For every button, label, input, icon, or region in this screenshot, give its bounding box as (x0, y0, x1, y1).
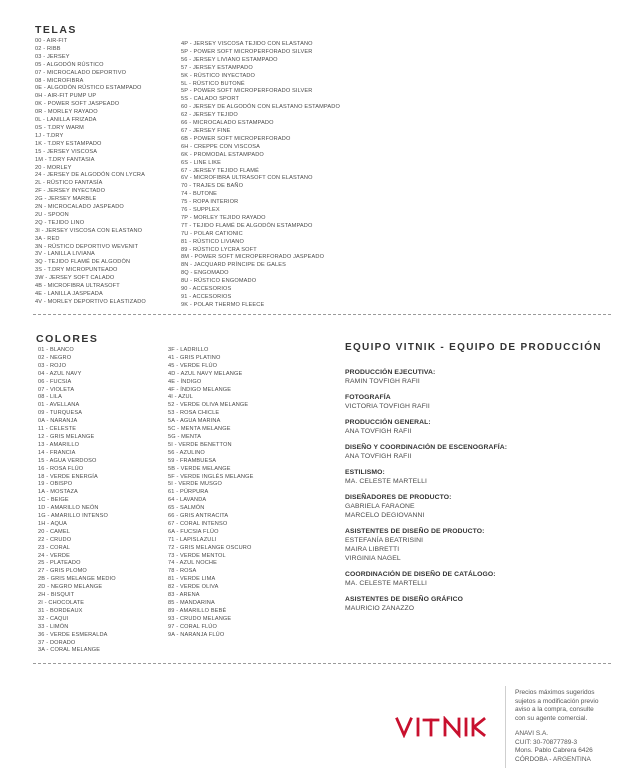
color-item: 06 - FUCSIA (38, 378, 72, 385)
color-item: 4E - ÍNDIGO (168, 378, 202, 385)
color-item: 03 - ROJO (38, 362, 67, 369)
credit-name: MAURICIO ZANAZZO (345, 605, 415, 612)
fabric-item: 3I - JERSEY VISCOSA CON ELASTANO (35, 227, 143, 234)
color-item: 4I - AZUL (168, 394, 193, 401)
color-item: 72 - GRIS MELANGE OSCURO (168, 544, 252, 551)
color-item: 65 - SALMÓN (168, 505, 205, 512)
fabric-item: 60 - JERSEY DE ALGODÓN CON ELASTANO ESTAMPADO (181, 104, 340, 111)
section-divider-bottom (33, 663, 611, 664)
credit-name: GABRIELA FARAONE (345, 503, 415, 510)
color-item: 5B - VERDE MELANGE (168, 465, 231, 472)
color-item: 6A - FUCSIA FLÚO (168, 528, 219, 535)
fabric-item: 6V - MICROFIBRA ULTRASOFT CON ELASTANO (181, 175, 313, 182)
color-item: 19 - OBISPO (38, 481, 73, 488)
credit-name: MARCELO DEGIOVANNI (345, 512, 425, 519)
fabric-item: 03 - JERSEY (35, 53, 70, 60)
color-item: 5C - MENTA MELANGE (168, 426, 231, 433)
telas-title: TELAS (35, 24, 77, 36)
credit-group (345, 443, 615, 461)
color-item: 53 - ROSA CHICLE (168, 410, 220, 417)
fabric-item: 90 - ACCESORIOS (181, 286, 232, 293)
fabric-item: 3V - LANILLA LIVIANA (35, 251, 95, 258)
fabric-item: 15 - JERSEY VISCOSA (35, 148, 98, 155)
fabric-item: 5P - POWER SOFT MICROPERFORADO SILVER (181, 48, 313, 55)
fabric-item: 1K - T.DRY ESTAMPADO (35, 140, 102, 147)
fabric-item: 3A - RED (35, 235, 60, 242)
credit-role: DISEÑO Y COORDINACIÓN DE ESCENOGRAFÍA: (345, 444, 508, 451)
fabric-item: 7T - TEJIDO FLAMÉ DE ALGODÓN ESTAMPADO (181, 222, 313, 229)
fabric-item: 8N - JACQUARD PRÍNCIPE DE GALES (181, 262, 287, 269)
color-item: 73 - VERDE MENTOL (168, 552, 226, 559)
color-item: 2I - CHOCOLATE (38, 600, 85, 606)
fabric-item: 02 - RIBB (35, 45, 61, 52)
color-item: 12 - GRIS MELANGE (38, 433, 95, 440)
colores-title: COLORES (36, 333, 99, 345)
color-item: 11 - CELESTE (38, 426, 77, 433)
color-item: 82 - VERDE OLIVA (168, 584, 219, 591)
credit-group (345, 418, 615, 436)
color-item: 5G - MENTA (168, 433, 202, 440)
credit-name: VICTORIA TOVFIGH RAFII (345, 403, 430, 410)
color-item: 24 - VERDE (38, 552, 70, 559)
fabric-item: 3S - T.DRY MICROPUNTEADO (35, 267, 118, 274)
fabric-item: 2Q - TEJIDO LINO (35, 219, 85, 226)
vitnik-logo (395, 716, 487, 743)
color-item: 56 - AZULINO (168, 449, 205, 456)
color-item: 01 - BLANCO (38, 347, 74, 353)
color-item: 3F - LADRILLO (168, 347, 209, 353)
credit-group (345, 493, 615, 520)
color-item: 1H - AQUA (38, 520, 68, 527)
color-item: 1G - AMARILLO INTENSO (38, 513, 108, 520)
fabric-item: 8U - RÚSTICO ENGOMADO (181, 278, 257, 285)
color-item: 52 - VERDE OLIVA MELANGE (168, 402, 249, 409)
credit-group (345, 570, 615, 588)
fabric-item: 67 - JERSEY TEJIDO FLAMÉ (181, 167, 259, 174)
color-item: 41 - GRIS PLATINO (168, 354, 221, 361)
color-item: 01 - AVELLANA (38, 402, 80, 409)
color-item: 02 - NEGRO (38, 354, 72, 361)
credit-group (345, 393, 615, 411)
fabric-item: 3N - RÚSTICO DEPORTIVO WEVENIT (35, 243, 139, 250)
color-item: 3A - CORAL MELANGE (38, 647, 101, 654)
color-item: 13 - AMARILLO (38, 441, 80, 448)
color-item: 78 - ROSA (168, 568, 197, 575)
telas-list-right (181, 41, 340, 310)
credit-role: ASISTENTES DE DISEÑO GRÁFICO (345, 596, 463, 603)
credit-name: ESTEFANÍA BEATRISINI (345, 537, 424, 544)
color-item: 64 - LAVANDA (168, 497, 207, 504)
color-item: 9A - NARANJA FLÚO (168, 631, 225, 638)
fabric-item: 6K - PROMODAL ESTAMPADO (181, 151, 264, 158)
color-item: 2B - GRIS MELANGE MEDIO (38, 576, 116, 583)
color-item: 20 - CAMEL (38, 528, 70, 535)
fabric-item: 91 - ACCESORIOS (181, 294, 232, 300)
credit-role: PRODUCCIÓN EJECUTIVA: (345, 369, 436, 376)
color-item: 5I - VERDE BENETTON (168, 441, 232, 448)
fabric-item: 07 - MICROCALADO DEPORTIVO (35, 69, 127, 76)
credit-name: VIRGINIA NAGEL (345, 555, 401, 562)
fabric-item: 5K - RÚSTICO INYECTADO (181, 72, 256, 79)
fabric-item: 2L - RÚSTICO FANTASÍA (35, 180, 103, 187)
fabric-item: 7P - MORLEY TEJIDO RAYADO (181, 214, 266, 221)
fabric-item: 76 - SUPPLEX (181, 207, 220, 214)
color-item: 74 - AZUL NOCHE (168, 560, 217, 567)
fabric-item: 75 - ROPA INTERIOR (181, 199, 239, 206)
credit-name: MA. CELESTE MARTELLI (345, 478, 427, 485)
fabric-item: 56 - JERSEY LIVIANO ESTAMPADO (181, 56, 278, 63)
section-divider-top (33, 314, 611, 315)
fabric-item: 6H - CREPPE CON VISCOSA (181, 143, 260, 150)
color-item: 16 - ROSA FLÚO (38, 465, 84, 472)
color-item: 22 - CRUDO (38, 536, 72, 543)
credit-name: ANA TOVFIGH RAFII (345, 453, 412, 460)
color-item: 5A - AGUA MARINA (168, 418, 221, 425)
color-item: 1C - BEIGE (38, 497, 69, 504)
fabric-item: 3W - JERSEY SOFT CALADO (35, 275, 115, 282)
color-item: 18 - VERDE ENERGÍA (38, 473, 98, 480)
fabric-item: 8Q - ENGOMADO (181, 270, 229, 277)
fabric-item: 7U - POLAR CATIONIC (181, 230, 243, 237)
fabric-item: 4V - MORLEY DEPORTIVO ELASTIZADO (35, 298, 146, 305)
fabric-item: 66 - MICROCALADO ESTAMPADO (181, 120, 274, 127)
color-item: 97 - CORAL FLÚO (168, 623, 217, 630)
color-item: 37 - DORADO (38, 639, 76, 646)
fabric-item: 67 - JERSEY FINE (181, 127, 231, 134)
color-item: 85 - MANDARINA (168, 600, 215, 606)
color-item: 31 - BORDEAUX (38, 607, 83, 614)
color-item: 5F - VERDE INGLÉS MELANGE (168, 473, 254, 480)
fabric-item: 5L - RÚSTICO BUTONÉ (181, 80, 245, 87)
fabric-item: 3Q - TEJIDO FLAMÉ DE ALGODÓN (35, 259, 131, 266)
color-item: 66 - GRIS ANTRACITA (168, 513, 229, 520)
vitnik-logo-letters (397, 719, 484, 735)
fabric-item: 6S - LINE LIKE (181, 159, 222, 166)
color-item: 36 - VERDE ESMERALDA (38, 631, 108, 638)
credit-name: MA. CELESTE MARTELLI (345, 580, 427, 587)
color-item: 1D - AMARILLO NEÓN (38, 505, 99, 512)
fabric-item: 6B - POWER SOFT MICROPERFORADO (181, 135, 291, 142)
color-item: 81 - VERDE LIMA (168, 576, 216, 583)
footer-divider (505, 686, 506, 768)
team-credits (345, 368, 615, 620)
credit-group (345, 527, 615, 563)
credit-group (345, 595, 615, 613)
fabric-item: 2N - MICROCALADO JASPEADO (35, 204, 124, 211)
colores-list-right (168, 347, 254, 640)
color-item: 71 - LAPISLAZULI (168, 536, 217, 543)
fabric-item: 00 - AIR-FIT (35, 38, 68, 44)
fabric-item: 8M - POWER SOFT MICROPERFORADO JASPEADO (181, 254, 325, 261)
fabric-item: 08 - MICROFIBRA (35, 77, 84, 84)
fabric-item: 62 - JERSEY TEJIDO (181, 112, 238, 119)
fabric-item: 2U - SPOON (35, 211, 69, 218)
colores-list-left (38, 347, 116, 655)
fabric-item: 70 - TRAJES DE BAÑO (181, 183, 244, 190)
fabric-item: 1J - T.DRY (35, 132, 64, 139)
color-item: 67 - CORAL INTENSO (168, 520, 228, 527)
credit-role: ESTILISMO: (345, 469, 385, 476)
credit-name: RAMIN TOVFIGH RAFII (345, 378, 420, 385)
color-item: 08 - LILA (38, 394, 63, 401)
fabric-item: 0L - LANILLA FRIZADA (35, 117, 97, 124)
color-item: 45 - VERDE FLÚO (168, 362, 218, 369)
fabric-item: 4B - MICROFIBRA ULTRASOFT (35, 283, 120, 290)
fabric-item: 0H - AIR-FIT PUMP UP (35, 93, 97, 100)
fabric-item: 0S - T.DRY WARM (35, 124, 84, 131)
color-item: 59 - FRAMBUESA (168, 457, 217, 464)
fabric-item: 0K - POWER SOFT JASPEADO (35, 101, 120, 108)
color-item: 09 - TURQUESA (38, 410, 83, 417)
credit-name: MAIRA LIBRETTI (345, 546, 400, 553)
color-item: 14 - FRANCIA (38, 449, 76, 456)
color-item: 2D - NEGRO MELANGE (38, 584, 103, 591)
fabric-item: 2F - JERSEY INYECTADO (35, 188, 106, 195)
color-item: 27 - GRIS PLOMO (38, 568, 87, 575)
fabric-item: 9K - POLAR THERMO FLEECE (181, 301, 265, 308)
color-item: 15 - AGUA VERDOSO (38, 457, 97, 464)
color-item: 07 - VIOLETA (38, 386, 75, 393)
color-item: 23 - CORAL (38, 544, 70, 551)
credit-role: ASISTENTES DE DISEÑO DE PRODUCTO: (345, 528, 485, 535)
fabric-item: 57 - JERSEY ESTAMPADO (181, 64, 253, 71)
fabric-item: 4E - LANILLA JASPEADA (35, 291, 103, 297)
fabric-item: 24 - JERSEY DE ALGODÓN CON LYCRA (35, 172, 145, 179)
fabric-item: 1M - T.DRY FANTASIA (35, 156, 95, 163)
fabric-item: 5S - CALADO SPORT (181, 96, 240, 103)
fabric-item: 89 - RÚSTICO LYCRA SOFT (181, 246, 257, 253)
color-item: 93 - CRUDO MELANGE (168, 615, 232, 622)
credit-group (345, 368, 615, 386)
color-item: 61 - PÚRPURA (168, 489, 209, 496)
fabric-item: 5P - POWER SOFT MICROPERFORADO SILVER (181, 88, 313, 95)
credit-name: ANA TOVFIGH RAFII (345, 428, 412, 435)
fabric-item: 0E - ALGODÓN RÚSTICO ESTAMPADO (35, 85, 142, 92)
fabric-item: 05 - ALGODÓN RÚSTICO (35, 61, 104, 68)
fabric-item: 4P - JERSEY VISCOSA TEJIDO CON ELASTANO (181, 41, 313, 47)
credit-role: PRODUCCIÓN GENERAL: (345, 419, 431, 426)
color-item: 4D - AZUL NAVY MELANGE (168, 370, 243, 377)
color-item: 04 - AZUL NAVY (38, 370, 82, 377)
color-item: 25 - PLATEADO (38, 560, 81, 567)
color-item: 32 - CAQUI (38, 615, 69, 622)
credit-role: COORDINACIÓN DE DISEÑO DE CATÁLOGO: (345, 571, 496, 578)
fabric-item: 20 - MORLEY (35, 164, 72, 171)
telas-list-left (35, 38, 146, 307)
color-item: 83 - ARENA (168, 592, 200, 599)
credit-group (345, 468, 615, 486)
price-notice: Precios máximos sugeridos sujetos a modificación previo aviso a la compra, consulte con su agente comercial. (515, 689, 599, 723)
color-item: 0A - NARANJA (38, 418, 78, 425)
fabric-item: 81 - RÚSTICO LIVIANO (181, 238, 244, 245)
credit-role: FOTOGRAFÍA (345, 394, 391, 401)
fabric-item: 2G - JERSEY MARBLE (35, 196, 97, 203)
credit-role: DISEÑADORES DE PRODUCTO: (345, 494, 452, 501)
color-item: 89 - AMARILLO BEBÉ (168, 607, 227, 614)
color-item: 4F - ÍNDIGO MELANGE (168, 386, 232, 393)
color-item: 5I - VERDE MUSGO (168, 481, 222, 488)
fabric-item: 0R - MORLEY RAYADO (35, 109, 98, 116)
company-info: ANAVI S.A. CUIT: 30-70877789-3 Mons. Pablo Cabrera 6426 CÓRDOBA - ARGENTINA (515, 730, 593, 764)
color-item: 33 - LIMÓN (38, 623, 69, 630)
color-item: 2H - BISQUIT (38, 592, 75, 599)
fabric-item: 74 - BUTONE (181, 191, 218, 198)
color-item: 1A - MOSTAZA (38, 489, 78, 496)
team-title: EQUIPO VITNIK - EQUIPO DE PRODUCCIÓN (345, 342, 602, 353)
